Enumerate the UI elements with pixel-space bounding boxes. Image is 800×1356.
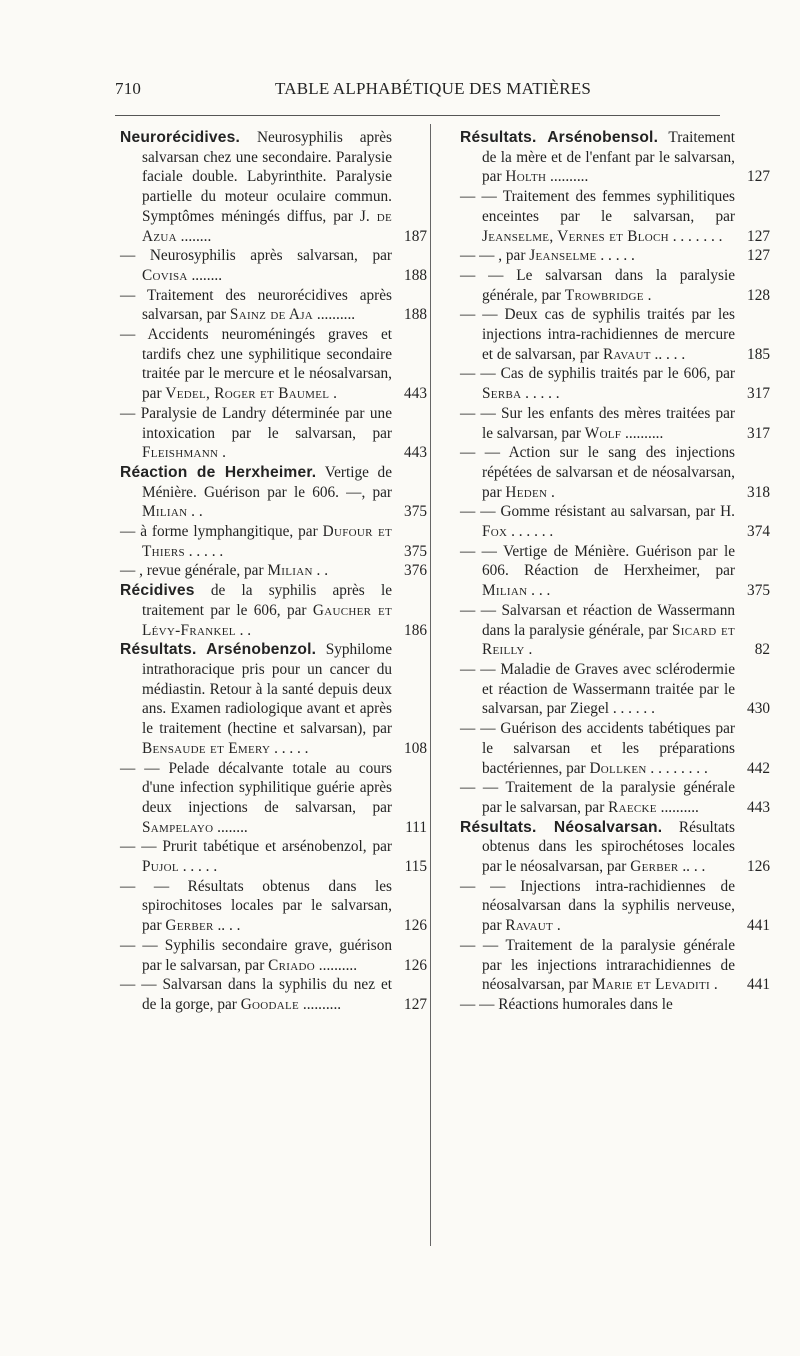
index-entry bbox=[120, 561, 427, 581]
entry-headword: Réaction de Herxheimer. bbox=[120, 463, 317, 481]
entry-text: — — Vertige de Ménière. Guérison par le 606. Réaction de Herxheimer, par bbox=[460, 542, 735, 580]
entry-text: — — , par bbox=[460, 247, 530, 265]
entry-leader-dots: .. . . bbox=[213, 917, 241, 935]
entry-author: Jeanselme bbox=[529, 247, 597, 265]
entry-page-number: 441 bbox=[747, 976, 770, 994]
entry-page-number: 111 bbox=[405, 818, 427, 836]
header-rule bbox=[115, 115, 720, 116]
entry-leader-dots: .......... bbox=[313, 306, 356, 324]
index-entry bbox=[460, 542, 770, 601]
entry-text: — — Réactions humorales dans le bbox=[460, 995, 673, 1013]
entry-page-number: 443 bbox=[404, 385, 427, 403]
entry-leader-dots: . bbox=[329, 385, 337, 403]
entry-author: Bensaude et Emery bbox=[142, 739, 271, 757]
running-head bbox=[115, 79, 720, 101]
entry-headword: Résultats. Arsénobenzol. bbox=[120, 641, 317, 659]
entry-page-number: 185 bbox=[747, 345, 770, 363]
entry-page-number: 186 bbox=[404, 621, 427, 639]
entry-author: Heden bbox=[505, 483, 548, 501]
entry-author: Raecke bbox=[608, 798, 657, 816]
entry-text: — — Salvarsan et réaction de Wassermann dans la paralysie générale, par bbox=[460, 601, 735, 639]
entry-author: Covisa bbox=[142, 266, 188, 284]
entry-text: Résultats obtenus dans les spirochétoses locales par le néosalvarsan, par bbox=[482, 818, 735, 876]
entry-leader-dots: . . . . . . bbox=[507, 523, 554, 541]
entry-leader-dots: . . . . . . . . bbox=[646, 759, 708, 777]
entry-page-number: 127 bbox=[404, 995, 427, 1013]
entry-page-number: 375 bbox=[747, 582, 770, 600]
entry-text: de la syphilis après le traitement par le 606, par bbox=[142, 582, 392, 619]
entry-page-number: 317 bbox=[747, 385, 770, 403]
entry-author: Dollken bbox=[589, 759, 647, 777]
entry-leader-dots: . bbox=[710, 976, 718, 994]
entry-page-number: 442 bbox=[747, 759, 770, 777]
index-entry bbox=[460, 778, 770, 817]
entry-author: Goodale bbox=[240, 995, 300, 1013]
entry-leader-dots: . . bbox=[187, 503, 203, 521]
entry-page-number: 188 bbox=[404, 266, 427, 284]
entry-page-number: 443 bbox=[747, 798, 770, 816]
index-entry bbox=[460, 877, 770, 936]
entry-text: — — Syphilis secondaire grave, guérison par le salvarsan, par bbox=[120, 936, 392, 974]
index-entry bbox=[120, 837, 427, 876]
entry-page-number: 115 bbox=[404, 858, 427, 876]
entry-leader-dots: . bbox=[643, 286, 652, 304]
entry-author: Sainz de Aja bbox=[229, 306, 314, 324]
index-entry bbox=[460, 660, 770, 719]
entry-leader-dots: . bbox=[524, 641, 533, 659]
entry-page-number: 127 bbox=[747, 247, 770, 265]
entry-author: Criado bbox=[268, 956, 315, 974]
entry-page-number: 375 bbox=[404, 503, 427, 521]
index-entry bbox=[460, 936, 770, 995]
entry-author: Fox bbox=[482, 523, 508, 541]
entry-page-number: 317 bbox=[747, 424, 770, 442]
entry-page-number: 108 bbox=[404, 739, 427, 757]
index-entry bbox=[120, 325, 427, 404]
left-column bbox=[120, 128, 427, 1015]
entry-page-number: 188 bbox=[404, 306, 427, 324]
index-entry bbox=[460, 818, 770, 877]
entry-author: Sampelayo bbox=[142, 818, 214, 836]
entry-leader-dots: . . . . . bbox=[596, 247, 635, 265]
entry-author: Ravaut bbox=[603, 345, 651, 363]
entry-author: Gaucher et Lévy-Frankel bbox=[142, 601, 392, 639]
entry-author: Dufour et Thiers bbox=[142, 523, 393, 560]
index-entry bbox=[120, 286, 427, 325]
entry-author: Ravaut bbox=[505, 917, 554, 935]
entry-author: Pujol bbox=[142, 858, 179, 876]
entry-author: Milian bbox=[482, 582, 528, 600]
entry-leader-dots: . bbox=[547, 483, 555, 501]
entry-leader-dots: . . . . . bbox=[521, 385, 560, 403]
index-entry bbox=[120, 759, 427, 838]
entry-page-number: 318 bbox=[747, 483, 770, 501]
entry-headword: Résultats. Néosalvarsan. bbox=[460, 818, 663, 836]
entry-text: — — Traitement de la paralysie générale par le salvarsan, par bbox=[460, 779, 735, 816]
entry-text: — — Injections intra-rachidiennes de néosalvarsan dans la syphilis nerveuse, par bbox=[460, 877, 735, 935]
entry-text: — — Résultats obtenus dans les spirochitoses locales par le salvarsan, par bbox=[120, 877, 392, 935]
right-column bbox=[460, 128, 770, 1015]
index-entry bbox=[460, 719, 770, 778]
entry-leader-dots: . . . . . . . bbox=[668, 227, 723, 245]
index-entry bbox=[120, 522, 427, 561]
entry-text: — , revue générale, par bbox=[120, 562, 268, 580]
entry-author: Milian bbox=[267, 562, 313, 580]
entry-text: — Neurosyphilis après salvarsan, par bbox=[120, 247, 392, 265]
index-entry bbox=[460, 266, 770, 305]
index-entry bbox=[460, 601, 770, 660]
column-divider bbox=[430, 124, 431, 1246]
entry-leader-dots: . . . . . bbox=[184, 542, 224, 560]
index-entry bbox=[120, 404, 427, 463]
entry-text: — Paralysie de Landry déterminée par une intoxication par le salvarsan, par bbox=[120, 404, 392, 442]
entry-headword: Neurorécidives. bbox=[120, 129, 241, 146]
entry-text: — — Cas de syphilis traités par le 606, par bbox=[460, 365, 735, 383]
entry-page-number: 441 bbox=[747, 917, 770, 935]
entry-page-number: 376 bbox=[404, 562, 427, 580]
entry-text: Syphilome intrathoracique pris pour un cancer du médiastin. Retour à la santé depuis deux ans. Examen radiologique avant et après le traitement (hectine et salvarsan), par bbox=[142, 641, 392, 738]
entry-text: — — Sur les enfants des mères traitées par le salvarsan, par bbox=[460, 404, 735, 442]
entry-author: Gerber bbox=[630, 858, 679, 876]
entry-page-number: 127 bbox=[747, 227, 770, 245]
index-entry bbox=[120, 463, 427, 522]
page-title: TABLE ALPHABÉTIQUE DES MATIÈRES bbox=[275, 79, 592, 98]
entry-text: — — Prurit tabétique et arsénobenzol, par bbox=[120, 838, 392, 856]
entry-page-number: 374 bbox=[747, 523, 770, 541]
entry-text: — — Traitement des femmes syphilitiques enceintes par le salvarsan, par bbox=[460, 188, 735, 225]
entry-author: Fleishmann bbox=[142, 444, 219, 462]
entry-page-number: 82 bbox=[754, 641, 770, 659]
index-entry bbox=[120, 877, 427, 936]
index-entry bbox=[120, 975, 427, 1014]
entry-page-number: 127 bbox=[747, 168, 770, 186]
entry-text: — — Gomme résistant au salvarsan, par H. bbox=[460, 503, 735, 521]
entry-leader-dots: . bbox=[553, 917, 561, 935]
index-entry bbox=[120, 581, 427, 640]
entry-text: — — Maladie de Graves avec sclérodermie et réaction de Wassermann traitée par le salvarsan, par Ziegel bbox=[460, 660, 735, 718]
index-entry bbox=[460, 404, 770, 443]
entry-page-number: 128 bbox=[747, 286, 770, 304]
entry-headword: Récidives bbox=[120, 582, 195, 600]
entry-author: Wolf bbox=[584, 424, 622, 442]
entry-leader-dots: . . bbox=[312, 562, 329, 580]
index-entry bbox=[120, 128, 427, 246]
entry-leader-dots: . . bbox=[235, 621, 252, 639]
entry-author: Gerber bbox=[165, 917, 214, 935]
entry-author: Milian bbox=[142, 503, 188, 521]
index-entry bbox=[460, 364, 770, 403]
index-entry bbox=[120, 936, 427, 975]
entry-text: — — Salvarsan dans la syphilis du nez et de la gorge, par bbox=[120, 976, 392, 1013]
entry-leader-dots: .......... bbox=[299, 995, 342, 1013]
entry-page-number: 126 bbox=[747, 858, 770, 876]
page-number: 710 bbox=[115, 79, 142, 98]
entry-leader-dots: .......... bbox=[546, 168, 589, 186]
index-entry bbox=[460, 995, 735, 1015]
entry-author: Sicard et Reilly bbox=[482, 621, 735, 659]
entry-page-number: 443 bbox=[404, 444, 427, 462]
entry-leader-dots: .......... bbox=[656, 798, 699, 816]
entry-author: de Azua bbox=[142, 207, 392, 245]
index-entry bbox=[120, 640, 427, 758]
entry-page-number: 375 bbox=[404, 542, 427, 560]
entry-leader-dots: ........ bbox=[213, 818, 248, 836]
index-entry bbox=[460, 246, 770, 266]
entry-leader-dots: . bbox=[218, 444, 226, 462]
entry-text: — Traitement des neurorécidives après salvarsan, par bbox=[120, 286, 392, 324]
entry-headword: Résultats. Arsénobensol. bbox=[460, 129, 659, 146]
index-entry bbox=[460, 187, 770, 246]
entry-text: — — Deux cas de syphilis traités par les injections intra-rachidiennes de mercure et de salvarsan, par bbox=[460, 306, 735, 363]
entry-leader-dots: .......... bbox=[314, 956, 358, 974]
entry-text: — — Guérison des accidents tabétiques par le salvarsan et les préparations bactériennes, par bbox=[460, 720, 735, 777]
entry-leader-dots: .. . . . bbox=[650, 345, 686, 363]
index-entry bbox=[460, 443, 770, 502]
entry-text: — à forme lymphangitique, par bbox=[120, 523, 323, 541]
entry-leader-dots: ........ bbox=[187, 266, 223, 284]
entry-text: Neurosyphilis après salvarsan chez une secondaire. Paralysie faciale double. Labyrinthite. Paralysie partielle du moteur oculaire commun. Symptômes méningés diffus, par J. bbox=[142, 129, 392, 225]
entry-text: — Accidents neuroméningés graves et tardifs chez une syphilitique secondaire traitée par le mercure et le néosalvarsan, par bbox=[120, 326, 392, 403]
entry-page-number: 187 bbox=[404, 227, 427, 245]
entry-leader-dots: .......... bbox=[621, 424, 664, 442]
index-entry bbox=[460, 305, 770, 364]
entry-author: Vedel, Roger et Baumel bbox=[165, 385, 330, 403]
entry-page-number: 430 bbox=[747, 700, 770, 718]
entry-text: — — Pelade décalvante totale au cours d'une infection syphilitique guérie après deux injections de salvarsan, par bbox=[120, 759, 392, 816]
entry-text: — — Le salvarsan dans la paralysie générale, par bbox=[460, 266, 735, 304]
entry-leader-dots: . . . . . . bbox=[609, 700, 655, 718]
index-entry bbox=[120, 246, 427, 285]
entry-leader-dots: .. . . bbox=[678, 858, 706, 876]
entry-text: Traitement de la mère et de l'enfant par le salvarsan, par bbox=[482, 129, 735, 186]
entry-author: Trowbridge bbox=[564, 286, 644, 304]
entry-author: Jeanselme, Vernes et Bloch bbox=[482, 227, 669, 245]
index-entry bbox=[460, 502, 770, 541]
entry-text: Vertige de Ménière. Guérison par le 606. —, par bbox=[142, 463, 392, 501]
entry-author: Holth bbox=[505, 168, 547, 186]
entry-leader-dots: . . . bbox=[527, 582, 551, 600]
entry-author: Serba bbox=[482, 385, 522, 403]
entry-leader-dots: . . . . . bbox=[178, 858, 218, 876]
entry-leader-dots: ........ bbox=[176, 227, 212, 245]
entry-page-number: 126 bbox=[404, 956, 427, 974]
entry-text: — — Traitement de la paralysie générale par les injections intrarachidiennes de néosalvarsan, par bbox=[460, 936, 735, 994]
entry-page-number: 126 bbox=[404, 917, 427, 935]
entry-author: Marie et Levaditi bbox=[592, 976, 710, 994]
entry-text: — — Action sur le sang des injections répétées de salvarsan et de néosalvarsan, par bbox=[460, 444, 735, 501]
entry-leader-dots: . . . . . bbox=[270, 739, 309, 757]
index-entry bbox=[460, 128, 770, 187]
